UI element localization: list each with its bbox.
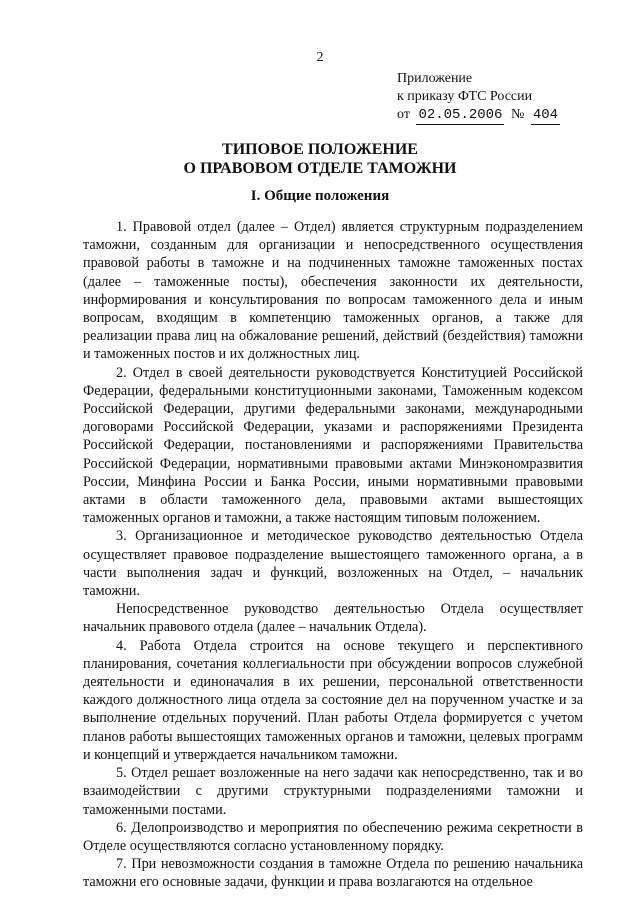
order-number: 404 [532,107,559,123]
section-heading: I. Общие положения [250,188,390,204]
document-title [0,140,640,178]
paragraph: Непосредственное руководство деятельностью Отдела осуществляет начальник правового отдела (далее – начальник Отдела). [83,601,583,636]
appendix-label: Приложение [397,71,473,86]
from-label: от [397,107,410,122]
title-line-1: ТИПОВОЕ ПОЛОЖЕНИЕ [222,141,418,158]
paragraph: 1. Правовой отдел (далее – Отдел) является структурным подразделением таможни, созданным для организации и непосредственного осуществления правовой работы в таможне и на подчиненных таможне таможенных постах (далее – таможенные посты), обеспечения законности их деятельности, информирования и консультирования по вопросам таможенного дела и иным вопросам, входящим в компетенцию таможенных органов, а также для реализации права лиц на обжалование решений, действий (бездействия) таможни и таможенных постов и их должностных лиц. [83,219,583,363]
paragraph: 5. Отдел решает возложенные на него задачи как непосредственно, так и во взаимодействии с другими структурными подразделениями таможни и таможенными постами. [83,765,583,818]
paragraph: 3. Организационное и методическое руководство деятельностью Отдела осуществляет правовое подразделение вышестоящего таможенного органа, а в части выполнения задач и функций, возложенных на Отдел, – начальник таможни. [83,528,583,600]
appendix-block [397,70,563,125]
document-body [83,218,583,892]
page-number: 2 [316,50,324,65]
title-line-2: О ПРАВОВОМ ОТДЕЛЕ ТАМОЖНИ [183,160,457,177]
order-reference: к приказу ФТС России [397,89,533,104]
paragraph: 4. Работа Отдела строится на основе текущего и перспективного планирования, сочетания коллегиальности при обсуждении вопросов служебной деятельности и единоначалия в их решении, персональной ответственности каждого должностного лица отдела за состояние дел на порученном участке и за выполнение отдельных поручений. План работы Отдела формируется с учетом планов работы вышестоящих таможенных органов и таможни, целевых программ и концепций и утверждается начальником таможни. [83,637,583,763]
paragraph: 6. Делопроизводство и мероприятия по обеспечению режима секретности в Отделе осуществляются согласно установленному порядку. [83,819,583,854]
number-label: № [510,107,525,122]
order-date: 02.05.2006 [418,107,503,123]
paragraph: 7. При невозможности создания в таможне Отдела по решению начальника таможни его основные задачи, функции и права возлагаются на отдельное [83,856,583,891]
paragraph: 2. Отдел в своей деятельности руководствуется Конституцией Российской Федерации, федеральными конституционными законами, Таможенным кодексом Российской Федерации, другими федеральными законами, международными договорами Российской Федерации, указами и распоряжениями Президента Российской Федерации, постановлениями и распоряжениями Правительства Российской Федерации, нормативными правовыми актами Минэкономразвития России, Минфина России и Банка России, иными нормативными правовыми актами в области таможенного дела, правовыми актами вышестоящих таможенных органов и таможни, а также настоящим типовым положением. [83,364,583,527]
order-date-number [397,106,563,125]
